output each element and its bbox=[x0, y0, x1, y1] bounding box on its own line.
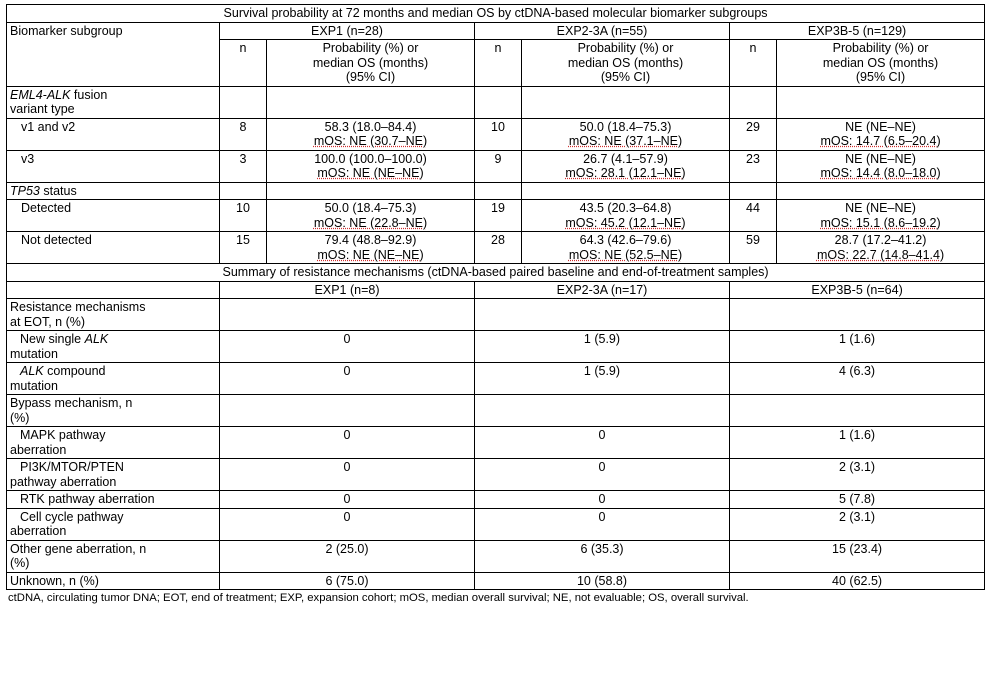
cell-value: 15 (23.4) bbox=[730, 540, 985, 572]
cell-n: 23 bbox=[730, 150, 777, 182]
table-row bbox=[7, 427, 985, 459]
label-line2: aberration bbox=[10, 442, 67, 457]
label-line1: ALK compound bbox=[20, 364, 106, 378]
cell-mos: mOS: NE (52.5–NE) bbox=[568, 247, 683, 262]
group-header-exp3b-5: EXP3B-5 (n=129) bbox=[730, 22, 985, 40]
cell-value: 0 bbox=[220, 331, 475, 363]
section-heading-bypass bbox=[7, 395, 220, 427]
cell-prob: 79.4 (48.8–92.9) bbox=[324, 233, 417, 247]
cell-value: 1 (1.6) bbox=[730, 427, 985, 459]
cell-value: 1 (1.6) bbox=[730, 331, 985, 363]
cell-value: 2 (3.1) bbox=[730, 508, 985, 540]
row-label-cell-cycle bbox=[7, 508, 220, 540]
cell-value: 0 bbox=[475, 491, 730, 509]
label-line1: Other gene aberration, n bbox=[10, 541, 147, 556]
table2-title-row bbox=[7, 264, 985, 282]
cell-value: 6 (35.3) bbox=[475, 540, 730, 572]
spacer-cell bbox=[522, 182, 730, 200]
spacer-cell bbox=[777, 86, 985, 118]
cell-value: 5 (7.8) bbox=[730, 491, 985, 509]
subheader-prob-exp1 bbox=[267, 40, 475, 87]
table-row bbox=[7, 331, 985, 363]
spacer-cell bbox=[475, 299, 730, 331]
cell-value: 0 bbox=[220, 491, 475, 509]
table-row bbox=[7, 540, 985, 572]
row-label-other-gene bbox=[7, 540, 220, 572]
section-heading-tp53 bbox=[7, 182, 220, 200]
row-label-detected: Detected bbox=[7, 200, 220, 232]
row-label-not-detected: Not detected bbox=[7, 232, 220, 264]
subheader-prob-line2: median OS (months) bbox=[822, 55, 939, 70]
cell-mos: mOS: 28.1 (12.1–NE) bbox=[565, 166, 686, 180]
subheader-prob-line2: median OS (months) bbox=[567, 55, 684, 70]
spacer-cell bbox=[730, 299, 985, 331]
section-heading-rest: fusion bbox=[70, 87, 108, 102]
table-row bbox=[7, 508, 985, 540]
table-row bbox=[7, 572, 985, 590]
label-line2: pathway aberration bbox=[10, 474, 117, 489]
cell-mos: mOS: NE (NE–NE) bbox=[317, 166, 424, 180]
cell-prob: 58.3 (18.0–84.4) bbox=[324, 119, 417, 134]
section-heading-line2: variant type bbox=[10, 102, 75, 116]
cell-prob: NE (NE–NE) bbox=[845, 119, 916, 134]
cell-value bbox=[777, 232, 985, 264]
subheader-prob-exp3b-5 bbox=[777, 40, 985, 87]
label-line2: aberration bbox=[10, 524, 67, 538]
cell-value: 2 (25.0) bbox=[220, 540, 475, 572]
cell-n: 8 bbox=[220, 118, 267, 150]
group-header-exp1: EXP1 (n=28) bbox=[220, 22, 475, 40]
cell-mos: mOS: 22.7 (14.8–41.4) bbox=[816, 247, 945, 262]
cell-prob: 43.5 (20.3–64.8) bbox=[579, 201, 672, 215]
cell-value: 0 bbox=[475, 427, 730, 459]
section-heading-italic: TP53 bbox=[10, 183, 40, 198]
row-label-unknown: Unknown, n (%) bbox=[7, 572, 220, 590]
label-line2: (%) bbox=[10, 556, 30, 570]
spacer-cell bbox=[220, 182, 267, 200]
subheader-n-exp1: n bbox=[220, 40, 267, 87]
cell-value bbox=[267, 232, 475, 264]
subheader-prob-line1: Probability (%) or bbox=[832, 41, 929, 55]
cell-mos: mOS: NE (37.1–NE) bbox=[568, 134, 683, 148]
cell-prob: 50.0 (18.4–75.3) bbox=[579, 119, 672, 134]
group2-header-exp1: EXP1 (n=8) bbox=[220, 281, 475, 299]
subheader-prob-line3: (95% CI) bbox=[345, 70, 396, 84]
cell-prob: 100.0 (100.0–100.0) bbox=[314, 151, 427, 166]
table-row bbox=[7, 459, 985, 491]
subheader-prob-line1: Probability (%) or bbox=[577, 41, 674, 55]
cell-value bbox=[267, 200, 475, 232]
table-row bbox=[7, 118, 985, 150]
cell-prob: 64.3 (42.6–79.6) bbox=[579, 233, 672, 247]
row-label-mapk bbox=[7, 427, 220, 459]
cell-n: 59 bbox=[730, 232, 777, 264]
section-heading-line1: Bypass mechanism, n bbox=[10, 396, 133, 410]
subheader-n-exp3b-5: n bbox=[730, 40, 777, 87]
label-italic: ALK bbox=[20, 364, 44, 378]
table1-group-header-row bbox=[7, 22, 985, 40]
cell-value: 4 (6.3) bbox=[730, 363, 985, 395]
group-header-exp2-3a: EXP2-3A (n=55) bbox=[475, 22, 730, 40]
row-label-alk-compound bbox=[7, 363, 220, 395]
subheader-prob-exp2-3a bbox=[522, 40, 730, 87]
cell-value: 6 (75.0) bbox=[220, 572, 475, 590]
row-label-pi3k bbox=[7, 459, 220, 491]
cell-mos: mOS: 14.4 (8.0–18.0) bbox=[820, 166, 941, 180]
cell-mos: mOS: NE (30.7–NE) bbox=[313, 134, 428, 148]
label-line2: mutation bbox=[10, 346, 58, 361]
spacer-cell bbox=[267, 182, 475, 200]
cell-mos: mOS: 45.2 (12.1–NE) bbox=[565, 215, 686, 230]
table2-title: Summary of resistance mechanisms (ctDNA-based paired baseline and end-of-treatment samples) bbox=[7, 264, 985, 282]
cell-n: 3 bbox=[220, 150, 267, 182]
cell-value: 0 bbox=[220, 508, 475, 540]
section-heading-resistance bbox=[7, 299, 220, 331]
spacer-cell bbox=[220, 86, 267, 118]
spacer-cell bbox=[730, 182, 777, 200]
section-heading-eml4alk bbox=[7, 86, 220, 118]
spacer-cell bbox=[220, 299, 475, 331]
table1-title-row bbox=[7, 5, 985, 23]
cell-value: 10 (58.8) bbox=[475, 572, 730, 590]
cell-value bbox=[267, 118, 475, 150]
cell-value bbox=[522, 118, 730, 150]
cell-n: 15 bbox=[220, 232, 267, 264]
cell-n: 29 bbox=[730, 118, 777, 150]
cell-value: 0 bbox=[220, 363, 475, 395]
label-line2: mutation bbox=[10, 378, 58, 393]
label-line1: RTK pathway aberration bbox=[20, 492, 155, 506]
spacer-cell bbox=[267, 86, 475, 118]
section-heading-row-eml4alk bbox=[7, 86, 985, 118]
cell-n: 28 bbox=[475, 232, 522, 264]
row-label-v1v2: v1 and v2 bbox=[7, 118, 220, 150]
section-heading-rest: status bbox=[39, 183, 77, 198]
label-line1: MAPK pathway bbox=[20, 428, 106, 442]
row-label-v3: v3 bbox=[7, 150, 220, 182]
cell-value bbox=[522, 150, 730, 182]
subheader-prob-line3: (95% CI) bbox=[855, 70, 906, 84]
spacer-cell bbox=[522, 86, 730, 118]
label-line1: PI3K/MTOR/PTEN bbox=[20, 460, 124, 474]
subheader-prob-line3: (95% CI) bbox=[600, 70, 651, 84]
spacer-cell bbox=[475, 182, 522, 200]
label-line1: New single ALK bbox=[20, 332, 109, 346]
table-footnote: ctDNA, circulating tumor DNA; EOT, end of treatment; EXP, expansion cohort; mOS, median overall survival; NE, not evaluable; OS, overall survival. bbox=[8, 592, 749, 604]
table2-blank-header bbox=[7, 281, 220, 299]
cell-n: 19 bbox=[475, 200, 522, 232]
spacer-cell bbox=[220, 395, 475, 427]
spacer-cell bbox=[730, 86, 777, 118]
cell-value bbox=[777, 150, 985, 182]
combined-results-table bbox=[6, 4, 985, 590]
section-heading-line1: Resistance mechanisms bbox=[10, 300, 146, 314]
spacer-cell bbox=[475, 86, 522, 118]
cell-prob: 28.7 (17.2–41.2) bbox=[834, 233, 927, 247]
spacer-cell bbox=[777, 182, 985, 200]
cell-value bbox=[522, 200, 730, 232]
table-row bbox=[7, 363, 985, 395]
spacer-cell bbox=[730, 395, 985, 427]
section-heading-row-resistance bbox=[7, 299, 985, 331]
cell-prob: 26.7 (4.1–57.9) bbox=[583, 151, 668, 166]
cell-value: 1 (5.9) bbox=[475, 331, 730, 363]
subheader-prob-line1: Probability (%) or bbox=[322, 41, 419, 55]
table-row bbox=[7, 232, 985, 264]
label-line1: Cell cycle pathway bbox=[20, 509, 124, 524]
table-row bbox=[7, 150, 985, 182]
cell-mos: mOS: NE (22.8–NE) bbox=[313, 215, 428, 230]
cell-prob: NE (NE–NE) bbox=[845, 151, 916, 166]
biomarker-subgroup-header: Biomarker subgroup bbox=[7, 22, 220, 86]
table1-title: Survival probability at 72 months and median OS by ctDNA-based molecular biomarker subgroups bbox=[7, 5, 985, 23]
cell-value: 0 bbox=[220, 459, 475, 491]
document-page bbox=[6, 4, 986, 606]
cell-mos: mOS: NE (NE–NE) bbox=[317, 247, 424, 262]
subheader-prob-line2: median OS (months) bbox=[312, 55, 429, 70]
cell-value: 0 bbox=[220, 427, 475, 459]
cell-mos: mOS: 15.1 (8.6–19.2) bbox=[820, 215, 941, 230]
cell-value: 0 bbox=[475, 508, 730, 540]
table2-group-header-row bbox=[7, 281, 985, 299]
cell-n: 10 bbox=[220, 200, 267, 232]
section-heading-row-bypass bbox=[7, 395, 985, 427]
section-heading-row-tp53 bbox=[7, 182, 985, 200]
group2-header-exp3b-5: EXP3B-5 (n=64) bbox=[730, 281, 985, 299]
group2-header-exp2-3a: EXP2-3A (n=17) bbox=[475, 281, 730, 299]
cell-prob: NE (NE–NE) bbox=[845, 201, 916, 215]
cell-value bbox=[777, 118, 985, 150]
table-row bbox=[7, 491, 985, 509]
cell-value: 1 (5.9) bbox=[475, 363, 730, 395]
table-row bbox=[7, 200, 985, 232]
cell-n: 10 bbox=[475, 118, 522, 150]
cell-value: 0 bbox=[475, 459, 730, 491]
cell-value bbox=[522, 232, 730, 264]
cell-n: 44 bbox=[730, 200, 777, 232]
cell-value: 40 (62.5) bbox=[730, 572, 985, 590]
section-heading-line2: at EOT, n (%) bbox=[10, 314, 86, 329]
row-label-rtk bbox=[7, 491, 220, 509]
section-heading-italic: EML4-ALK bbox=[10, 87, 71, 102]
section-heading-line2: (%) bbox=[10, 410, 30, 425]
cell-n: 9 bbox=[475, 150, 522, 182]
subheader-n-exp2-3a: n bbox=[475, 40, 522, 87]
cell-value bbox=[267, 150, 475, 182]
cell-value: 2 (3.1) bbox=[730, 459, 985, 491]
cell-prob: 50.0 (18.4–75.3) bbox=[324, 201, 417, 215]
label-italic: ALK bbox=[84, 332, 109, 346]
spacer-cell bbox=[475, 395, 730, 427]
row-label-new-single-alk bbox=[7, 331, 220, 363]
cell-mos: mOS: 14.7 (6.5–20.4) bbox=[820, 134, 941, 148]
cell-value bbox=[777, 200, 985, 232]
